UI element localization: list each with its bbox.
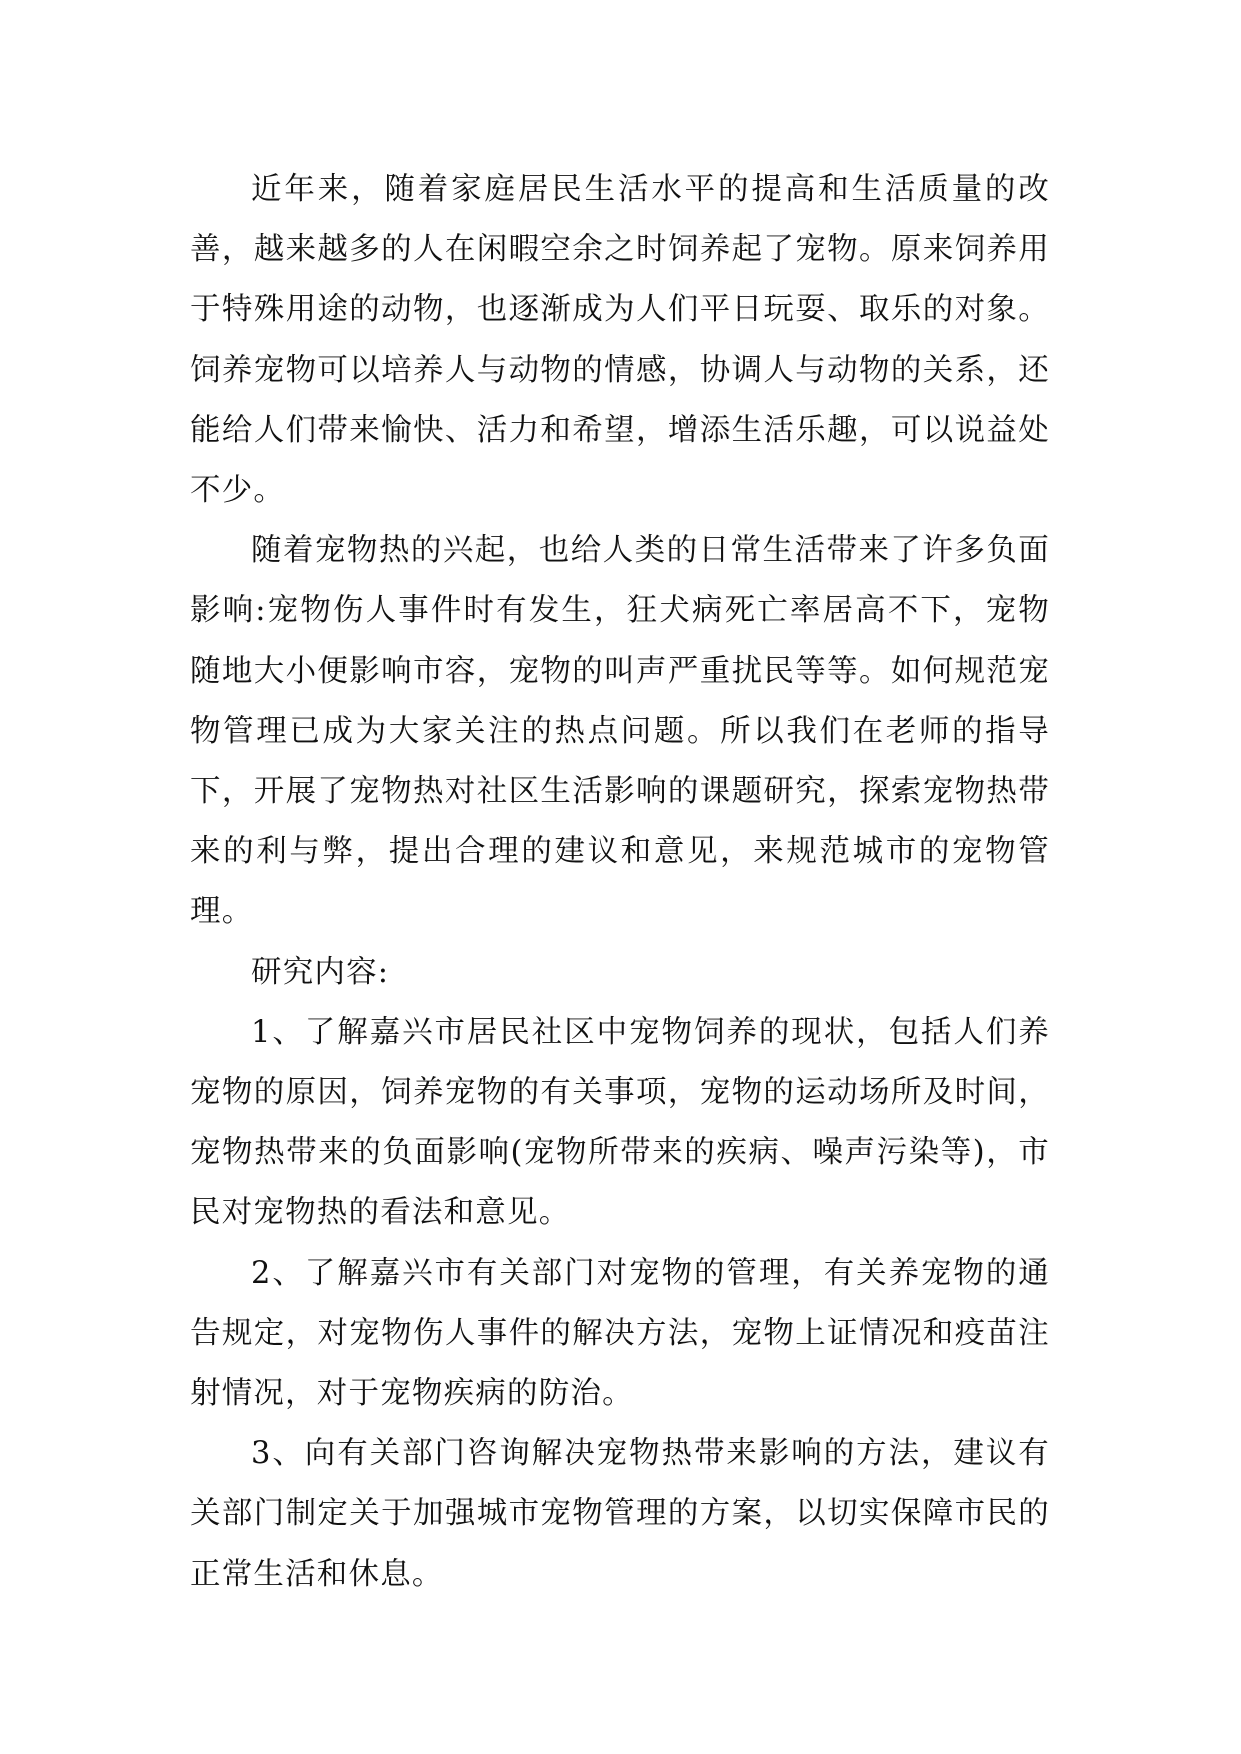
research-item-1: 1、了解嘉兴市居民社区中宠物饲养的现状，包括人们养宠物的原因，饲养宠物的有关事项，宠物的运动场所及时间，宠物热带来的负面影响(宠物所带来的疾病、噪声污染等)，市民对宠物热的看法和意见。 — [190, 1014, 1050, 1231]
research-item-2: 2、了解嘉兴市有关部门对宠物的管理，有关养宠物的通告规定，对宠物伤人事件的解决方法，宠物上证情况和疫苗注射情况，对于宠物疾病的防治。 — [190, 1255, 1050, 1412]
paragraph-impact: 随着宠物热的兴起，也给人类的日常生活带来了许多负面影响:宠物伤人事件时有发生，狂犬病死亡率居高不下，宠物随地大小便影响市容，宠物的叫声严重扰民等等。如何规范宠物管理已成为大家关注的热点问题。所以我们在老师的指导下，开展了宠物热对社区生活影响的课题研究，探索宠物热带来的利与弊，提出合理的建议和意见，来规范城市的宠物管理。 — [190, 533, 1050, 930]
document-body — [190, 160, 1050, 1605]
paragraph-intro: 近年来，随着家庭居民生活水平的提高和生活质量的改善，越来越多的人在闲暇空余之时饲养起了宠物。原来饲养用于特殊用途的动物，也逐渐成为人们平日玩耍、取乐的对象。饲养宠物可以培养人与动物的情感，协调人与动物的关系，还能给人们带来愉快、活力和希望，增添生活乐趣，可以说益处不少。 — [190, 172, 1050, 509]
research-content-heading: 研究内容: — [251, 954, 390, 990]
research-item-3: 3、向有关部门咨询解决宠物热带来影响的方法，建议有关部门制定关于加强城市宠物管理的方案，以切实保障市民的正常生活和休息。 — [190, 1436, 1050, 1592]
